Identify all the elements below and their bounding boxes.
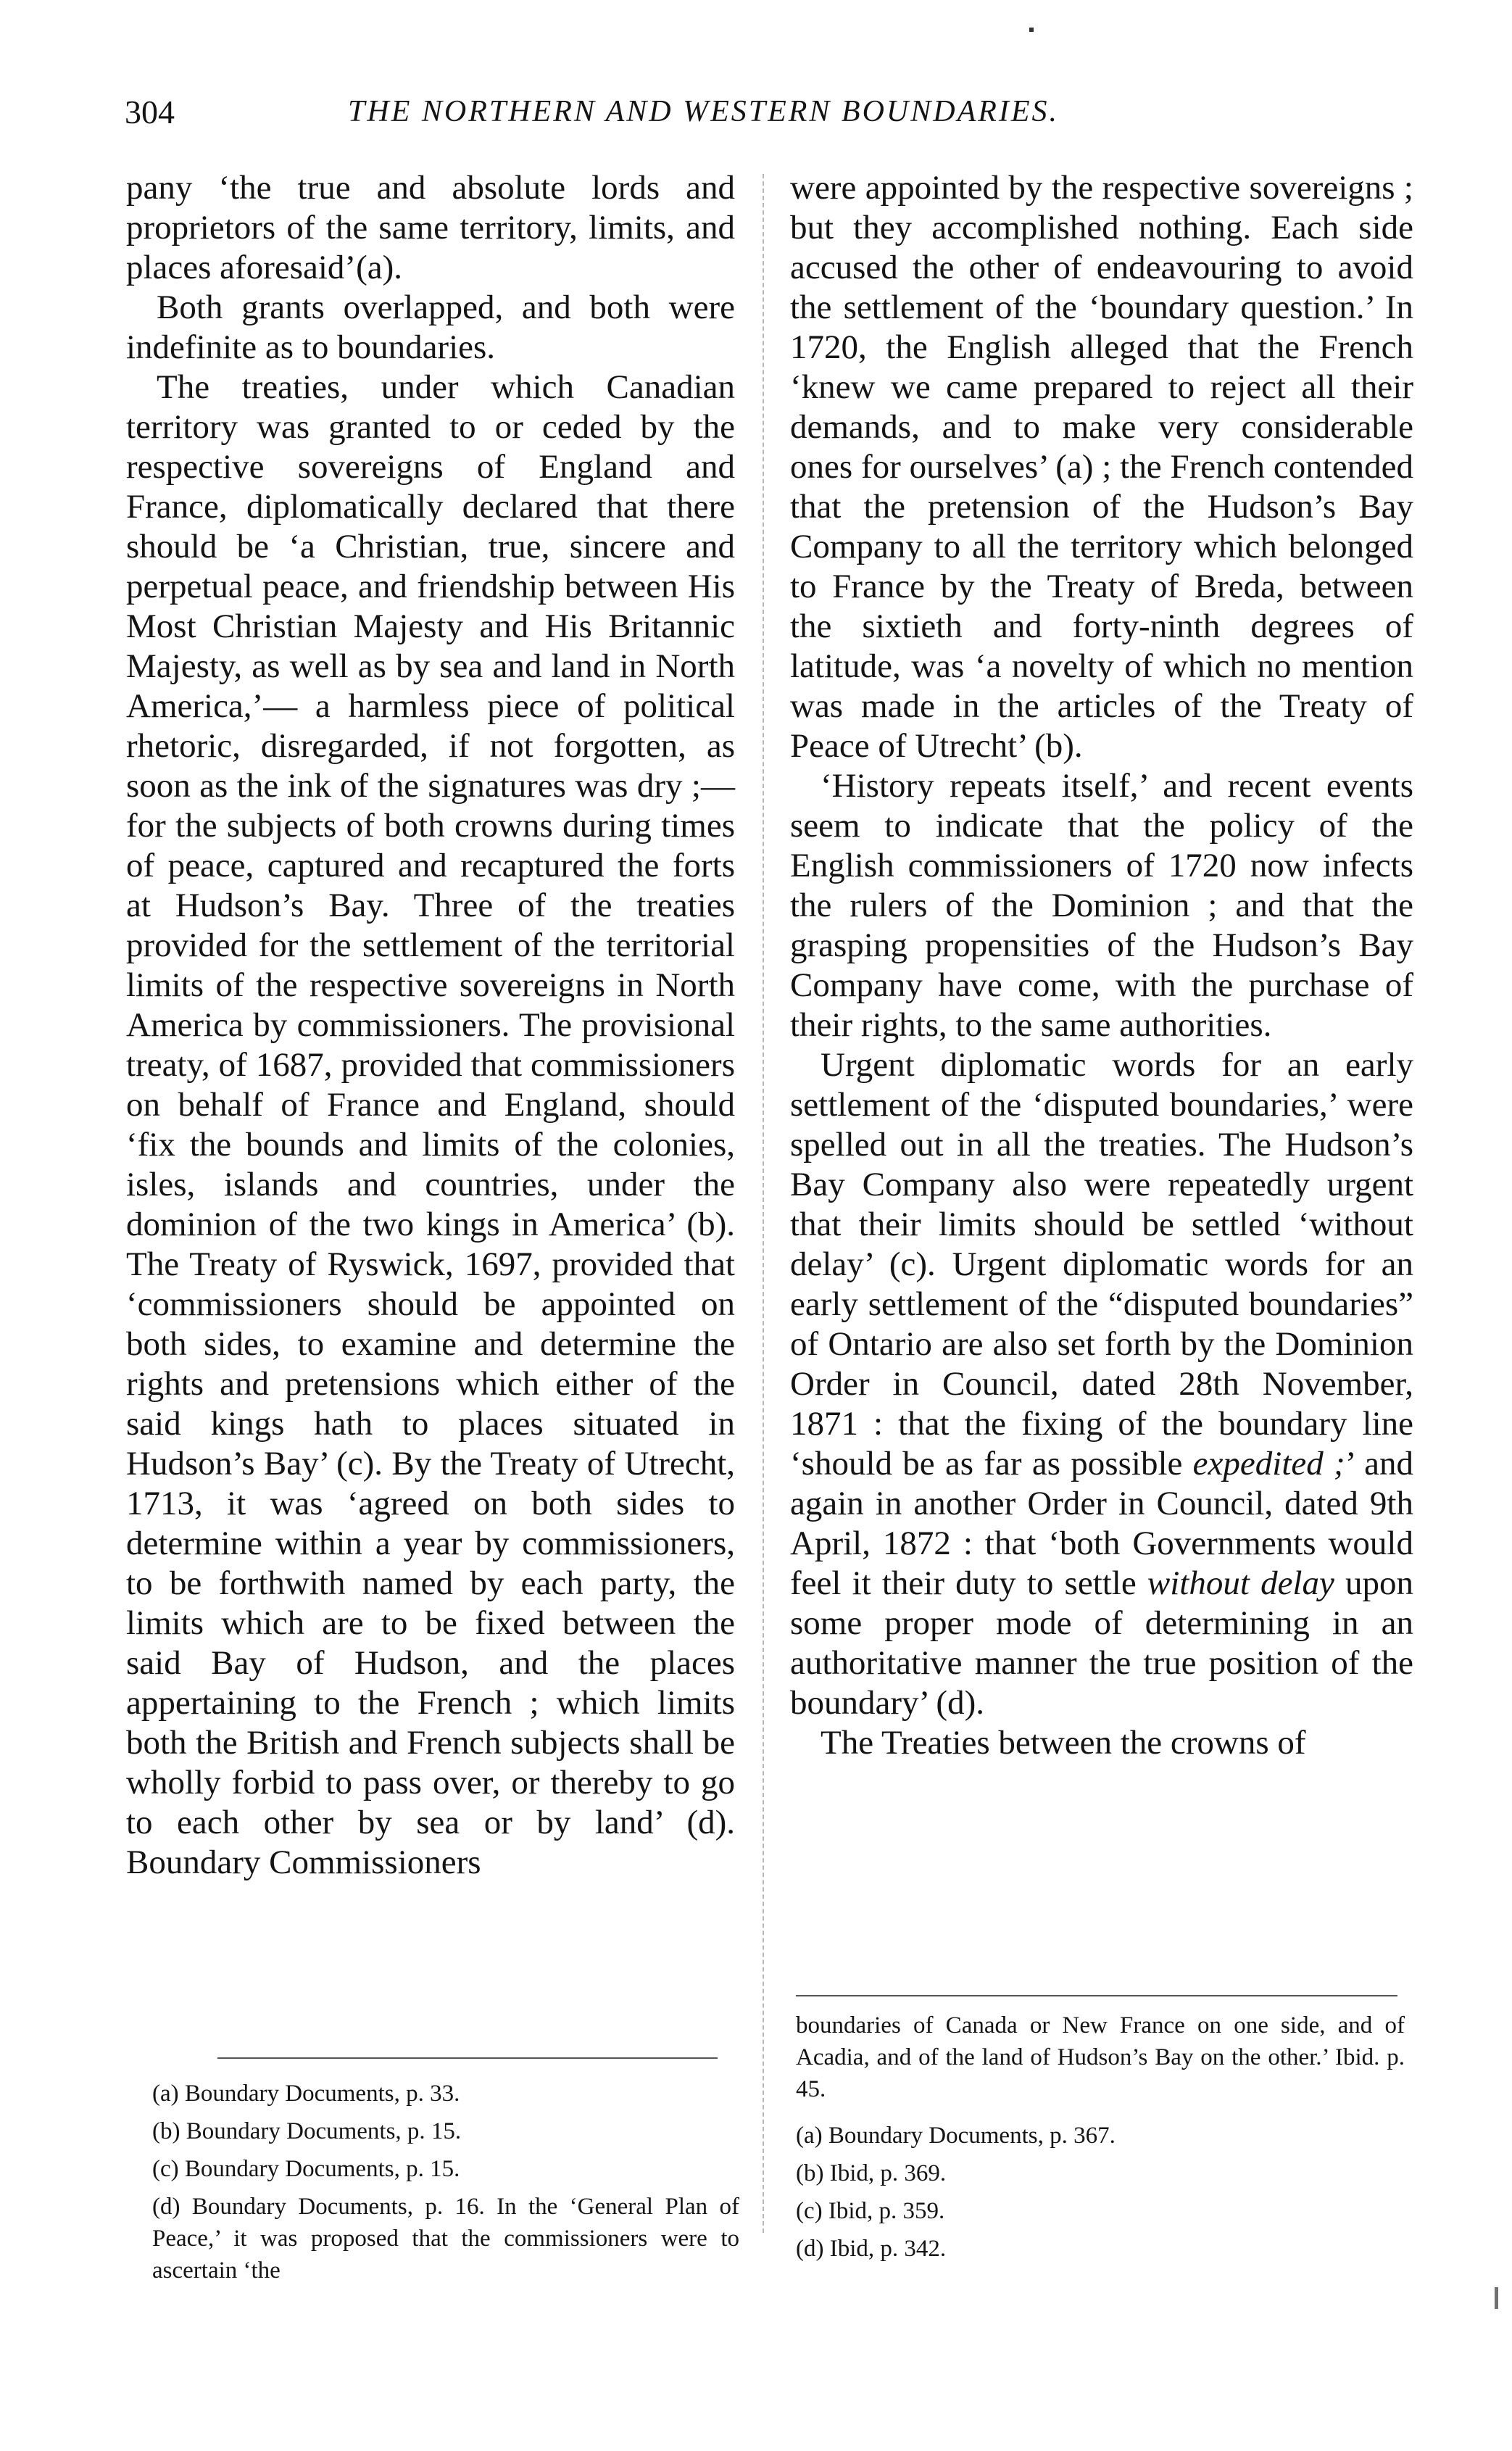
footnote-rule-left bbox=[217, 2057, 718, 2059]
right-paragraph-3-part-b: ’ and again in another Order in Council, dated 9th April, 1872 : that ‘both Governments would feel it their duty to settle bbox=[790, 1445, 1414, 1602]
left-paragraph-1: pany ‘the true and absolute lords and proprietors of the same territory, limits, and places aforesaid’(a). bbox=[126, 169, 735, 286]
footnotes-right bbox=[796, 2010, 1405, 2270]
right-paragraph-3-part-a: Urgent diplomatic words for an early settlement of the ‘disputed boundaries,’ were spelled out in all the treaties. The Hudson’s Bay Company also were repeatedly urgent that their limits should be settled ‘without delay’ (c). Urgent diplomatic words for an early settlement of the “disputed boundaries” of Ontario are also set forth by the Dominion Order in Council, dated 28th November, 1871 : that the fixing of the boundary line ‘should be as far as possible bbox=[790, 1046, 1413, 1482]
footnote-right-d: (d) Ibid, p. 342. bbox=[796, 2236, 947, 2262]
right-paragraph-4: The Treaties between the crowns of bbox=[821, 1724, 1306, 1762]
footnote-left-d: (d) Boundary Documents, p. 16. In the ‘General Plan of Peace,’ it was proposed that the commissioners were to ascertain ‘the bbox=[152, 2194, 739, 2284]
footnote-right-b: (b) Ibid, p. 369. bbox=[796, 2160, 947, 2186]
page-number: 304 bbox=[125, 94, 175, 130]
left-paragraph-3: The treaties, under which Canadian territory was granted to or ceded by the respective sovereigns of England and France, diplomatically declared that there should be ‘a Christian, true, sincere and perpetual peace, and friendship between His Most Christian Majesty and His Britannic Majesty, as well as by sea and land in North America,’— a harmless piece of political rhetoric, disregarded, if not forgotten, as soon as the ink of the signatures was dry ;— for the subjects of both crowns during times of peace, captured and recaptured the forts at Hudson’s Bay. Three of the treaties provided for the settlement of the territorial limits of the respective sovereigns in North America by commissioners. The provisional treaty, of 1687, provided that commissioners on behalf of France and England, should ‘fix the bounds and limits of the colonies, isles, islands and countries, under the dominion of the two kings in America’ (b). The Treaty of Ryswick, 1697, provided that ‘commissioners should be appointed on both sides, to examine and determine the rights and pretensions which either of the said kings hath to places situated in Hudson’s Bay’ (c). By the Treaty of Utrecht, 1713, it was ‘agreed on both sides to determine within a year by commissioners, to be forthwith named by each party, the limits which are to be fixed between the said Bay of Hudson, and the places appertaining to the French ; which limits both the British and French subjects shall be wholly forbid to pass over, or thereby to go to each other by sea or by land’ (d). Boundary Commissioners bbox=[126, 368, 735, 1881]
footnote-left-b: (b) Boundary Documents, p. 15. bbox=[152, 2118, 462, 2144]
right-paragraph-1: were appointed by the respective sovereigns ; but they accomplished nothing. Each side accused the other of endeavouring to avoid the settlement of the ‘boundary question.’ In 1720, the English alleged that the French ‘knew we came prepared to reject all their demands, and to make very considerable ones for ourselves’ (a) ; the French contended that the pretension of the Hudson’s Bay Company to all the territory which belonged to France by the Treaty of Breda, between the sixtieth and forty-ninth degrees of latitude, was ‘a novelty of which no mention was made in the articles of the Treaty of Peace of Utrecht’ (b). bbox=[790, 169, 1413, 765]
right-paragraph-2: ‘History repeats itself,’ and recent events seem to indicate that the policy of the English commissioners of 1720 now infects the rulers of the Dominion ; and that the grasping propensities of the Hudson’s Bay Company have come, with the purchase of their rights, to the same authorities. bbox=[790, 767, 1413, 1044]
left-paragraph-2: Both grants overlapped, and both were indefinite as to boundaries. bbox=[126, 289, 735, 366]
footnote-left-c: (c) Boundary Documents, p. 15. bbox=[152, 2156, 460, 2182]
right-paragraph-3-part-c: upon some proper mode of determining in an authoritative manner the true position of the boundary’ (d). bbox=[790, 1564, 1413, 1722]
right-paragraph-3 bbox=[790, 1045, 1413, 1723]
emphasis-without-delay: without delay bbox=[1147, 1564, 1334, 1602]
column-gutter-divider bbox=[763, 174, 764, 2233]
emphasis-expedited: expedited ; bbox=[1192, 1445, 1345, 1482]
footnotes-left bbox=[152, 2078, 739, 2292]
footnote-right-c: (c) Ibid, p. 359. bbox=[796, 2198, 945, 2224]
scan-speck bbox=[1495, 2287, 1498, 2309]
right-column bbox=[790, 168, 1413, 1763]
footnote-right-a: (a) Boundary Documents, p. 367. bbox=[796, 2123, 1116, 2149]
footnote-continuation: boundaries of Canada or New France on one side, and of Acadia, and of the land of Hudson’s Bay on the other.’ Ibid. p. 45. bbox=[796, 2012, 1405, 2102]
footnote-rule-right bbox=[796, 1995, 1397, 1996]
running-title: THE NORTHERN AND WESTERN BOUNDARIES. bbox=[348, 95, 1060, 128]
footnote-left-a: (a) Boundary Documents, p. 33. bbox=[152, 2081, 460, 2107]
scan-speck bbox=[1029, 28, 1034, 32]
left-column bbox=[126, 168, 735, 1883]
